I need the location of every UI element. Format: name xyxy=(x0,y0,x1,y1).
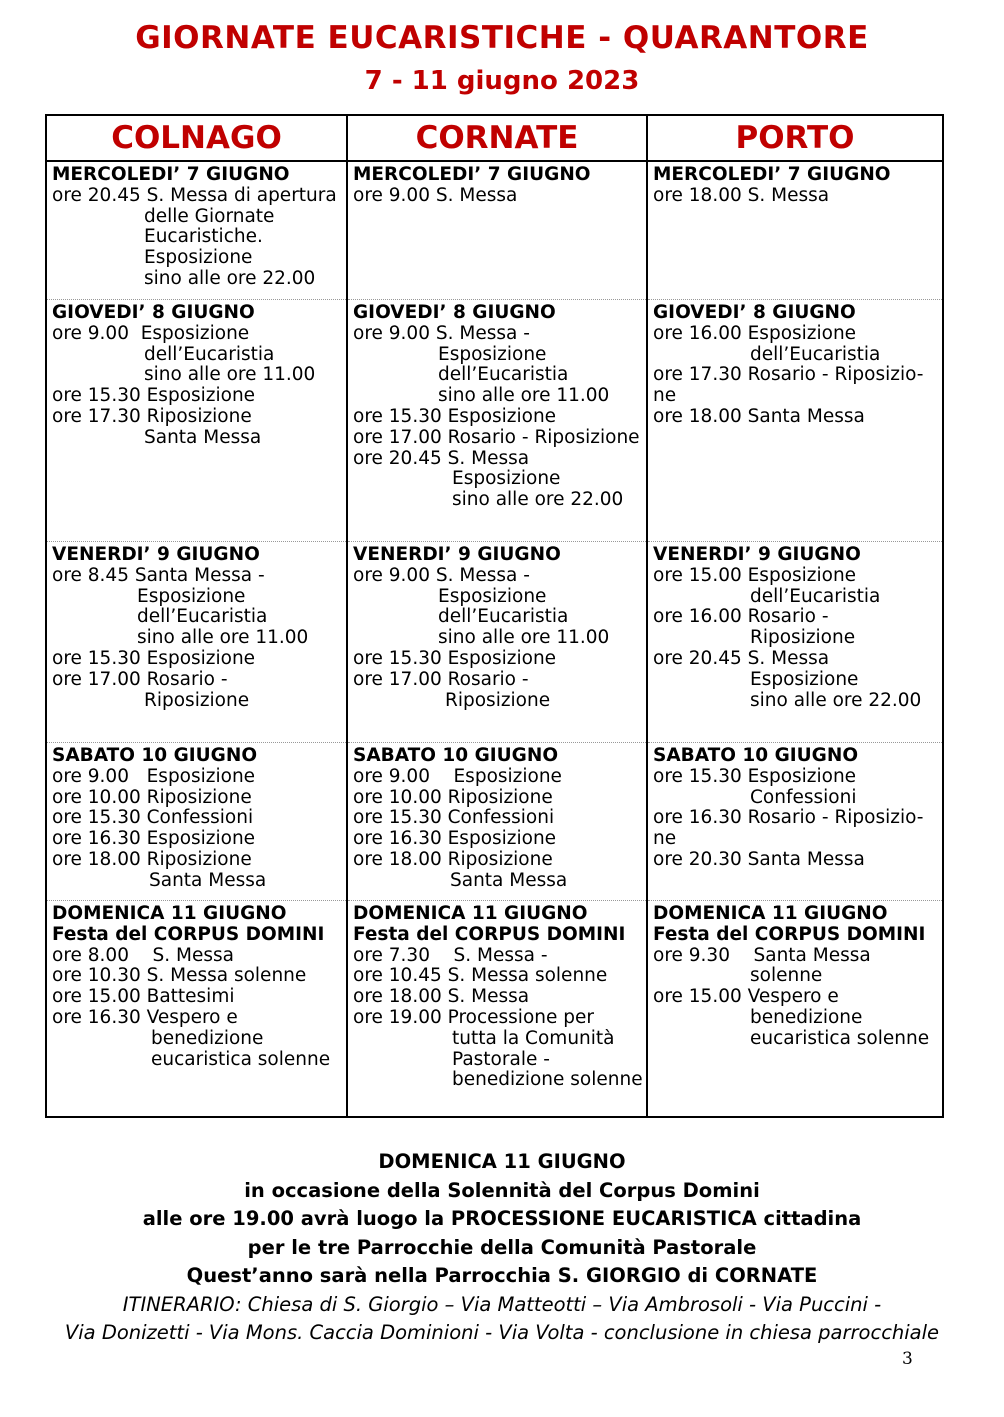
event-line: ore 17.00 Rosario - Riposizione xyxy=(353,426,640,448)
event-continuation: sino alle ore 22.00 xyxy=(750,689,922,711)
notice-line: in occasione della Solennità del Corpus Domini xyxy=(244,1178,760,1202)
event-line: ore 20.45 S. Messa xyxy=(653,647,830,669)
event-continuation: dell’Eucaristia xyxy=(750,343,881,365)
event-line: ne xyxy=(653,385,677,407)
event-continuation: dell’Eucaristia xyxy=(438,606,569,628)
event-line: ore 8.00 S. Messa xyxy=(52,944,234,966)
page-title: GIORNATE EUCARISTICHE - QUARANTORE xyxy=(135,20,869,56)
schedule-row xyxy=(46,161,943,300)
event-line: ore 19.00 Processione per xyxy=(353,1006,594,1028)
day-heading: VENERDI’ 9 GIUGNO xyxy=(353,544,561,565)
event-line: ore 15.30 Esposizione xyxy=(653,765,857,787)
event-continuation: delle Giornate xyxy=(144,205,275,227)
event-continuation: sino alle ore 11.00 xyxy=(137,627,309,649)
event-continuation: sino alle ore 22.00 xyxy=(452,489,624,511)
event-line: ore 16.00 Rosario - xyxy=(653,606,829,628)
event-line: ore 18.00 Riposizione xyxy=(52,848,252,870)
event-continuation: benedizione xyxy=(750,1006,863,1028)
notice-line: Quest’anno sarà nella Parrocchia S. GIORGIO di CORNATE xyxy=(186,1264,818,1288)
date-range: 7 - 11 giugno 2023 xyxy=(364,66,640,96)
event-line: ore 16.30 Esposizione xyxy=(353,828,557,850)
event-continuation: benedizione solenne xyxy=(452,1069,643,1091)
event-line: ore 16.00 Esposizione xyxy=(653,322,857,344)
event-line: ore 15.30 Confessioni xyxy=(52,807,254,829)
schedule-cell-colnago xyxy=(46,542,347,743)
schedule-cell-colnago xyxy=(46,300,347,542)
event-line: ore 10.30 S. Messa solenne xyxy=(52,965,307,987)
itinerary-line: ITINERARIO: Chiesa di S. Giorgio – Via Matteotti – Via Ambrosoli - Via Puccini - xyxy=(122,1292,882,1316)
column-header-cornate: CORNATE xyxy=(347,115,647,161)
event-continuation: dell’Eucaristia xyxy=(750,585,881,607)
event-line: ore 15.30 Esposizione xyxy=(353,647,557,669)
event-continuation: Confessioni xyxy=(750,786,857,808)
column-header-colnago: COLNAGO xyxy=(46,115,347,161)
day-heading: VENERDI’ 9 GIUGNO xyxy=(653,544,861,565)
day-heading: SABATO 10 GIUGNO xyxy=(52,745,258,766)
event-line: ore 10.00 Riposizione xyxy=(353,786,553,808)
event-line: ore 18.00 S. Messa xyxy=(653,184,830,206)
event-continuation: Esposizione xyxy=(438,585,547,607)
schedule-cell-porto xyxy=(647,901,943,1118)
event-line: ore 16.30 Esposizione xyxy=(52,828,256,850)
schedule-cell-colnago xyxy=(46,901,347,1118)
event-continuation: sino alle ore 11.00 xyxy=(438,627,610,649)
event-line: ore 16.30 Vespero e xyxy=(52,1006,238,1028)
schedule-row xyxy=(46,743,943,901)
day-heading: DOMENICA 11 GIUGNO xyxy=(353,903,588,924)
event-line: ore 15.30 Esposizione xyxy=(52,385,256,407)
event-continuation: Riposizione xyxy=(750,627,856,649)
notice-line: DOMENICA 11 GIUGNO xyxy=(378,1150,626,1173)
event-continuation: Santa Messa xyxy=(450,869,568,891)
schedule-row xyxy=(46,542,943,743)
day-heading: DOMENICA 11 GIUGNO xyxy=(52,903,287,924)
event-continuation: eucaristica solenne xyxy=(750,1027,930,1049)
event-line: ne xyxy=(653,828,677,850)
schedule-cell-cornate xyxy=(347,901,647,1118)
event-line: ore 17.00 Rosario - xyxy=(353,668,529,690)
schedule-cell-colnago xyxy=(46,161,347,300)
event-line: ore 17.00 Rosario - xyxy=(52,668,228,690)
procession-notice xyxy=(0,1148,1004,1347)
day-heading: SABATO 10 GIUGNO xyxy=(653,745,859,766)
event-continuation: Esposizione xyxy=(144,247,253,269)
schedule-cell-porto xyxy=(647,300,943,542)
day-heading: VENERDI’ 9 GIUGNO xyxy=(52,544,260,565)
schedule-row xyxy=(46,901,943,1118)
itinerary-line: Via Donizetti - Via Mons. Caccia Dominioni - Via Volta - conclusione in chiesa parrocchiale xyxy=(64,1320,940,1344)
event-line: ore 9.00 S. Messa xyxy=(353,184,518,206)
schedule-table xyxy=(45,114,944,1118)
page-number: 3 xyxy=(902,1349,913,1369)
event-continuation: dell’Eucaristia xyxy=(144,343,275,365)
event-continuation: dell’Eucaristia xyxy=(438,364,569,386)
event-continuation: Santa Messa xyxy=(149,869,267,891)
event-continuation: sino alle ore 11.00 xyxy=(438,385,610,407)
event-line: ore 15.00 Battesimi xyxy=(52,986,235,1008)
notice-line: per le tre Parrocchie della Comunità Pastorale xyxy=(247,1235,757,1259)
day-heading: SABATO 10 GIUGNO xyxy=(353,745,559,766)
event-continuation: Pastorale - xyxy=(452,1048,550,1070)
day-heading: GIOVEDI’ 8 GIUGNO xyxy=(353,302,556,323)
event-continuation: Esposizione xyxy=(438,343,547,365)
event-continuation: solenne xyxy=(750,965,823,987)
event-line: ore 20.30 Santa Messa xyxy=(653,848,865,870)
schedule-cell-porto xyxy=(647,542,943,743)
schedule-row xyxy=(46,300,943,542)
event-continuation: sino alle ore 11.00 xyxy=(144,364,316,386)
day-heading: GIOVEDI’ 8 GIUGNO xyxy=(653,302,856,323)
schedule-cell-colnago xyxy=(46,743,347,901)
event-continuation: Esposizione xyxy=(452,468,561,490)
day-heading: MERCOLEDI’ 7 GIUGNO xyxy=(52,164,290,185)
event-line: ore 8.45 Santa Messa - xyxy=(52,564,265,586)
event-line: ore 17.30 Rosario - Riposizio- xyxy=(653,364,924,386)
event-continuation: Esposizione xyxy=(750,668,859,690)
event-continuation: dell’Eucaristia xyxy=(137,606,268,628)
event-line: ore 9.00 S. Messa - xyxy=(353,564,530,586)
event-line: ore 10.00 Riposizione xyxy=(52,786,252,808)
event-line: ore 20.45 S. Messa di apertura xyxy=(52,184,337,206)
event-line: ore 15.30 Esposizione xyxy=(52,647,256,669)
event-line: ore 7.30 S. Messa - xyxy=(353,944,548,966)
event-continuation: Eucaristiche. xyxy=(144,226,263,248)
event-line: ore 9.30 Santa Messa xyxy=(653,944,871,966)
feast-subheading: Festa del CORPUS DOMINI xyxy=(52,923,325,945)
event-continuation: Riposizione xyxy=(445,689,551,711)
schedule-cell-cornate xyxy=(347,542,647,743)
event-continuation: eucaristica solenne xyxy=(151,1048,331,1070)
event-line: ore 9.00 Esposizione xyxy=(52,322,250,344)
event-line: ore 15.00 Vespero e xyxy=(653,986,839,1008)
event-line: ore 16.30 Rosario - Riposizio- xyxy=(653,807,924,829)
event-continuation: tutta la Comunità xyxy=(452,1027,615,1049)
event-continuation: sino alle ore 22.00 xyxy=(144,267,316,289)
event-line: ore 10.45 S. Messa solenne xyxy=(353,965,608,987)
day-heading: MERCOLEDI’ 7 GIUGNO xyxy=(353,164,591,185)
event-line: ore 15.30 Confessioni xyxy=(353,807,555,829)
event-line: ore 9.00 Esposizione xyxy=(353,765,562,787)
event-continuation: Esposizione xyxy=(137,585,246,607)
event-line: ore 18.00 Santa Messa xyxy=(653,405,865,427)
event-continuation: Riposizione xyxy=(144,689,250,711)
schedule-cell-cornate xyxy=(347,743,647,901)
column-header-row xyxy=(46,115,943,161)
feast-subheading: Festa del CORPUS DOMINI xyxy=(653,923,926,945)
event-line: ore 18.00 S. Messa xyxy=(353,986,530,1008)
schedule-cell-cornate xyxy=(347,161,647,300)
event-line: ore 9.00 Esposizione xyxy=(52,765,256,787)
schedule-cell-cornate xyxy=(347,300,647,542)
event-line: ore 15.00 Esposizione xyxy=(653,564,857,586)
day-heading: MERCOLEDI’ 7 GIUGNO xyxy=(653,164,891,185)
day-heading: DOMENICA 11 GIUGNO xyxy=(653,903,888,924)
event-line: ore 15.30 Esposizione xyxy=(353,405,557,427)
event-continuation: Santa Messa xyxy=(144,426,262,448)
schedule-cell-porto xyxy=(647,161,943,300)
event-line: ore 18.00 Riposizione xyxy=(353,848,553,870)
event-line: ore 9.00 S. Messa - xyxy=(353,322,530,344)
schedule-cell-porto xyxy=(647,743,943,901)
event-line: ore 20.45 S. Messa xyxy=(353,447,530,469)
day-heading: GIOVEDI’ 8 GIUGNO xyxy=(52,302,255,323)
notice-line: alle ore 19.00 avrà luogo la PROCESSIONE EUCARISTICA cittadina xyxy=(142,1207,862,1231)
feast-subheading: Festa del CORPUS DOMINI xyxy=(353,923,626,945)
event-line: ore 17.30 Riposizione xyxy=(52,405,252,427)
event-continuation: benedizione xyxy=(151,1027,264,1049)
column-header-porto: PORTO xyxy=(647,115,943,161)
